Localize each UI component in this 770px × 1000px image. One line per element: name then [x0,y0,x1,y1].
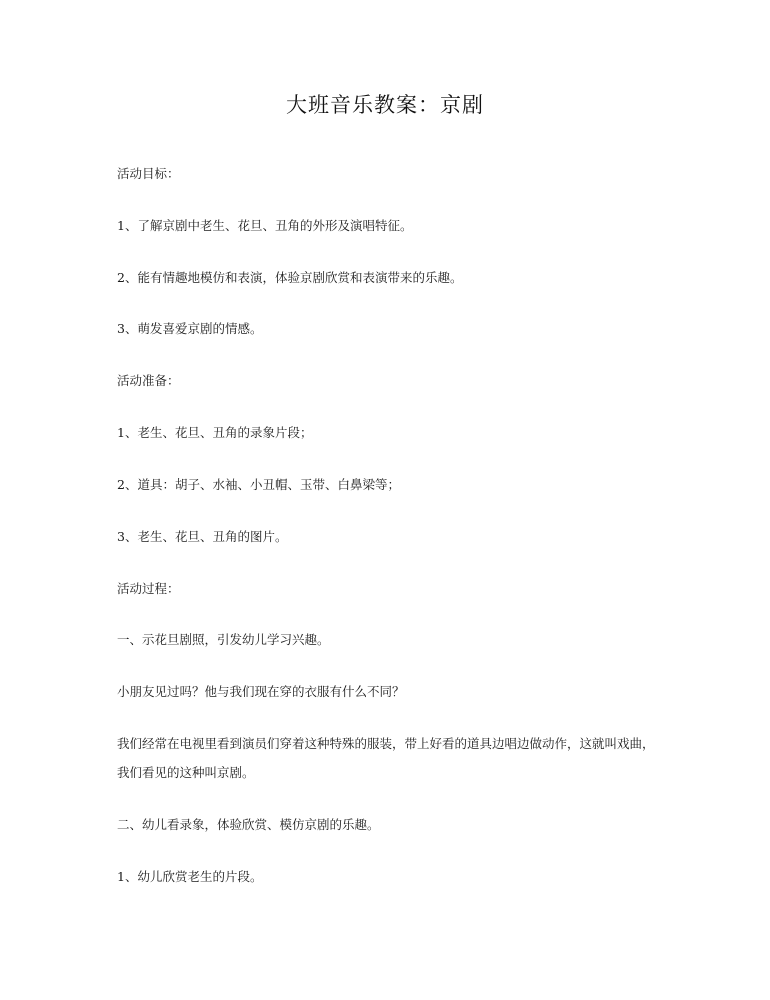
paragraph: 1、了解京剧中老生、花旦、丑角的外形及演唱特征。 [117,218,413,233]
paragraph: 3、老生、花旦、丑角的图片。 [117,529,288,544]
paragraph: 1、幼儿欣赏老生的片段。 [117,869,263,884]
section-heading-goals: 活动目标： [117,166,180,181]
section-heading-process: 活动过程： [117,581,180,596]
paragraph: 二、幼儿看录象，体验欣赏、模仿京剧的乐趣。 [117,817,380,832]
document-title: 大班音乐教案：京剧 [286,93,484,117]
paragraph: 1、老生、花旦、丑角的录象片段； [117,425,313,440]
paragraph: 小朋友见过吗？他与我们现在穿的衣服有什么不同？ [117,684,405,699]
paragraph: 3、萌发喜爱京剧的情感。 [117,321,263,336]
paragraph: 2、能有情趣地模仿和表演，体验京剧欣赏和表演带来的乐趣。 [117,270,463,285]
paragraph: 2、道具：胡子、水袖、小丑帽、玉带、白鼻梁等； [117,477,400,492]
paragraph: 我们经常在电视里看到演员们穿着这种特殊的服装，带上好看的道具边唱边做动作，这就叫戏曲，我们看见的这种叫京剧。 [117,736,655,780]
section-heading-preparation: 活动准备： [117,373,180,388]
paragraph: 一、示花旦剧照，引发幼儿学习兴趣。 [117,632,330,647]
